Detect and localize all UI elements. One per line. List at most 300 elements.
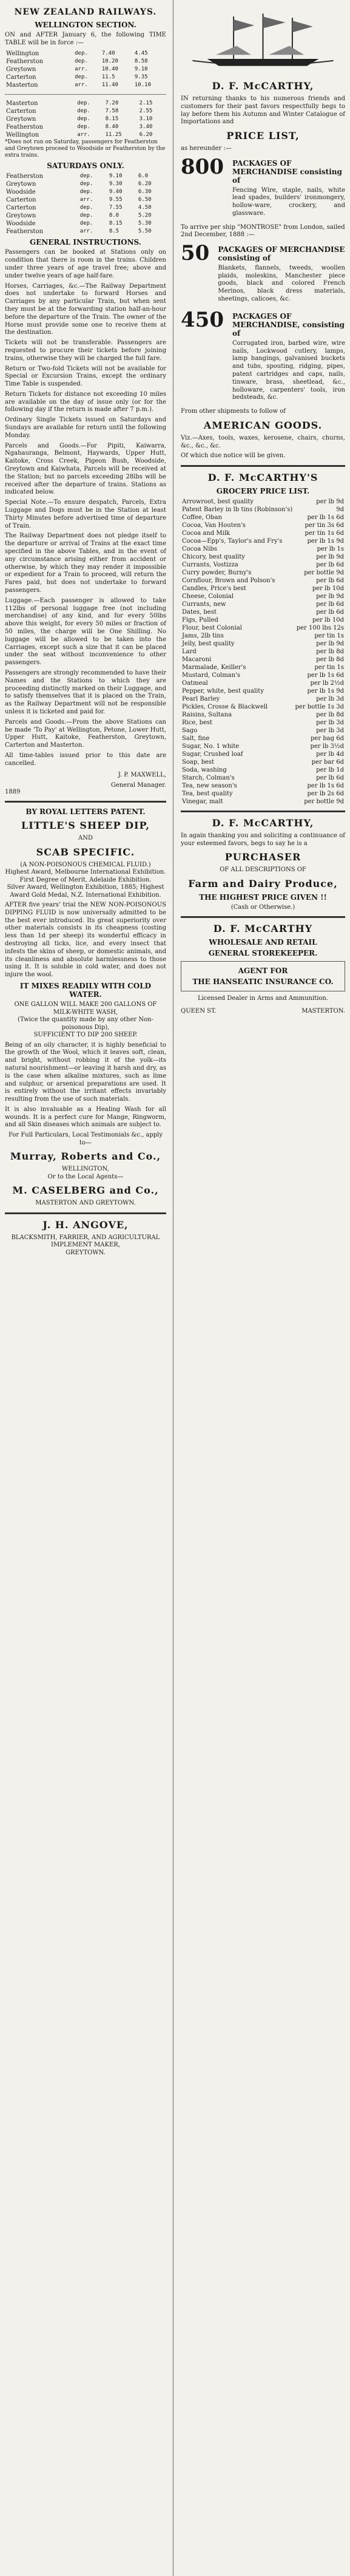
- price-row: [181, 593, 345, 600]
- general-paragraph: Parcels and Goods.—For Pipiti, Kaiwarra, Ngahauranga, Belmont, Haywards, Upper Hutt, Kaitoke, Cross Creek, Pigeon Bush, Woodside, Greytown and Kaiwhata, Parcels will be received at the Station; but no parcels exceeding 28lbs will be received after the departure of trains. Stations as indicated below.: [5, 442, 166, 496]
- price-row: [181, 553, 345, 561]
- grocery-top-rule: [181, 465, 345, 467]
- purchaser-text: In again thanking you and soliciting a continuance of your esteemed favors, begs to say he is a: [181, 832, 345, 847]
- saturday-dep: dep.: [79, 205, 93, 211]
- price-item: Salt, fine: [182, 735, 210, 742]
- as-under: as hereunder :—: [181, 145, 232, 152]
- price-value: per lb 6d: [316, 561, 344, 568]
- price-row: [181, 719, 345, 727]
- price-row: [181, 758, 345, 766]
- angove-name: J. H. ANGOVE,: [42, 1218, 129, 1231]
- timetable-note: *Does not run on Saturday, passengers for Featherston and Greytown proceed to Woodside or Featherston by the extra trains.: [5, 138, 166, 159]
- timetable-top-place: Masterton: [6, 81, 38, 89]
- saturday-pm: 4.50: [138, 205, 152, 211]
- timetable-mid-am: 7.20: [105, 100, 119, 106]
- timetable-top-am: 11.5: [101, 73, 115, 80]
- timetable-top-am: 10.20: [101, 58, 118, 64]
- price-item: Soda, washing: [182, 766, 227, 773]
- timetable-mid-am: 11.25: [105, 131, 122, 138]
- section-thick-rule-2: [5, 1212, 166, 1214]
- timetable-top-row: [5, 50, 166, 58]
- price-item: Lard: [182, 648, 197, 655]
- dip-and: AND: [78, 835, 93, 842]
- price-row: [181, 695, 345, 703]
- price-row: [181, 624, 345, 632]
- price-value: per lb 3d: [316, 719, 344, 726]
- price-item: Vinegar, malt: [182, 798, 223, 805]
- saturday-row: [5, 196, 166, 204]
- saturday-place: Woodside: [6, 189, 36, 196]
- ship-illustration: [181, 4, 345, 76]
- price-item: Macaroni: [182, 656, 212, 663]
- package-50: [181, 240, 345, 306]
- price-value: per lb 9d: [316, 553, 344, 560]
- saturday-row: [5, 172, 166, 180]
- price-item: Tea, new season's: [182, 782, 237, 789]
- general-paragraph: Horses, Carriages, &c.—The Railway Department does not undertake to forward Horses and Carriages by any particular Train, but when sent they must be at the forwarding station half-an-hour before the departure of the Train. The owner of the Horse must provide some one to receive them at the destination.: [5, 282, 166, 336]
- price-row: [181, 506, 345, 514]
- price-row: [181, 766, 345, 774]
- package-450-number: 450: [181, 307, 224, 332]
- price-item: Oatmeal: [182, 679, 208, 687]
- package-800-title: PACKAGES OF MERCHANDISE consisting of: [232, 158, 342, 185]
- price-value: per tin 1s: [314, 632, 344, 639]
- brand-intro: IN returning thanks to his numerous friends and customers for their past favors respectfully begs to lay before them his Autumn and Winter Catalogue of Importations and: [181, 95, 345, 126]
- price-row: [181, 529, 345, 537]
- price-item: Candles, Price's best: [182, 585, 246, 592]
- saturday-place: Carterton: [6, 197, 36, 204]
- saturday-row: [5, 180, 166, 188]
- price-item: Pepper, white, best quality: [182, 687, 264, 695]
- timetable-mid-pm: 3.10: [139, 115, 153, 122]
- price-row: [181, 632, 345, 640]
- saturday-dep: dep.: [79, 220, 93, 227]
- timetable-top-place: Featherston: [6, 58, 44, 65]
- saturday-am: 7.55: [109, 205, 123, 211]
- timetable-mid-row: [5, 100, 166, 107]
- package-450-title: PACKAGES OF MERCHANDISE, consisting of: [232, 311, 345, 338]
- timetable-mid-am: 8.40: [105, 123, 119, 130]
- brand-title: D. F. McCARTHY,: [212, 80, 314, 92]
- other-ships: From other shipments to follow of: [181, 408, 286, 415]
- price-item: Cocoa, Van Houten's: [182, 522, 246, 529]
- price-value: 9d: [336, 506, 344, 513]
- price-value: per lb 3½d: [310, 743, 344, 750]
- price-item: Coffee, Oban: [182, 514, 222, 521]
- saturday-dep: dep.: [79, 189, 93, 195]
- timetable-top-pm: 9.35: [134, 73, 148, 80]
- dip-desc: (A NON-POISONOUS CHEMICAL FLUID.): [20, 861, 151, 868]
- price-row: [181, 640, 345, 648]
- timetable-mid-row: [5, 131, 166, 139]
- saturday-am: 9.10: [109, 173, 123, 180]
- price-row: [181, 656, 345, 664]
- agent-company: THE HANSEATIC INSURANCE CO.: [192, 977, 334, 987]
- price-value: per 100 lbs 12s: [296, 624, 344, 631]
- particulars: For Full Particulars, Local Testimonials &c., apply to—: [8, 1132, 163, 1146]
- timetable-top-row: [5, 73, 166, 81]
- licensed-note: Licensed Dealer in Arms and Ammunition.: [197, 995, 329, 1002]
- store-sub: WHOLESALE AND RETAIL: [209, 938, 317, 947]
- saturday-row: [5, 204, 166, 212]
- saturday-place: Greytown: [6, 181, 36, 188]
- saturday-dep: dep.: [79, 212, 93, 219]
- timetable-mid-place: Carterton: [6, 107, 36, 115]
- price-value: per lb 10d: [312, 616, 344, 624]
- dip-awards: [5, 869, 166, 899]
- signature-title: General Manager.: [110, 781, 166, 789]
- timetable-top-dep: arr.: [75, 66, 88, 72]
- saturday-place: Featherston: [6, 173, 44, 180]
- timetable-top-am: 10.40: [101, 66, 118, 72]
- price-row: [181, 545, 345, 553]
- saturday-table: [5, 172, 166, 236]
- price-item: Cocoa—Epp's, Taylor's and Fry's: [182, 537, 283, 545]
- general-paragraph: Passengers are strongly recommended to have their Names and the Stations to which they are proceeding distinctly marked on their Luggage, and to satisfy themselves that it is placed on the Train, as the Railway Department will not be responsible unless it is ticketed and paid for.: [5, 669, 166, 715]
- price-value: per lb 4d: [316, 750, 344, 758]
- timetable-mid-dep: dep.: [77, 107, 90, 114]
- dip-paragraph: AFTER five years' trial the NEW NON-POISONOUS DIPPING FLUID is now universally admitted to be the best ever introduced. Its great superiority over other materials consists in its cheapness (costing less than 1d per sheep) its wonderful efficacy in destroying all ticks, lice, and every insect that infests the skins of sheep, or domestic animals, and its cleanliness and absolute harmlessness to those using it. It is soluble in cold water, and does not injure the wool.: [5, 902, 166, 979]
- price-value: per bottle 9d: [304, 569, 344, 576]
- saturday-row: [5, 212, 166, 220]
- timetable-mid-am: 8.15: [105, 115, 119, 122]
- package-800: [181, 154, 345, 220]
- railway-title: NEW ZEALAND RAILWAYS.: [14, 7, 157, 17]
- price-row: [181, 687, 345, 695]
- price-row: [181, 608, 345, 616]
- saturday-place: Featherston: [6, 228, 44, 236]
- price-row: [181, 514, 345, 522]
- timetable-mid-dep: dep.: [77, 123, 90, 130]
- price-row: [181, 569, 345, 577]
- year: 1889: [5, 788, 21, 795]
- timetable-top-am: 7.40: [101, 50, 115, 56]
- dip-more: Being of an oily character, it is highly beneficial to the growth of the Wool, which it leaves soft, clean, and bright, without robbing it of the yolk—its natural nourishment—or leaving it harsh and dry, as is the case when alkaline mixtures, such as lime and sulphur, or arsenical preparations are used. It is entirely without the irritant effects invariably resulting from the use of such materials.: [5, 1041, 166, 1103]
- price-value: per lb 10d: [312, 585, 344, 592]
- price-value: per lb 1s 9d: [307, 537, 344, 545]
- price-value: per lb 1s 6d: [307, 782, 344, 789]
- timetable-top-dep: arr.: [75, 81, 88, 88]
- price-item: Chicory, best quality: [182, 553, 245, 560]
- price-value: per lb 2s 6d: [307, 790, 344, 797]
- saturday-pm: 5.20: [138, 212, 152, 219]
- price-item: Sugar, No. 1 white: [182, 743, 240, 750]
- timetable-mid-dep: dep.: [77, 115, 90, 122]
- saturday-place: Greytown: [6, 212, 36, 220]
- timetable-mid: [5, 100, 166, 139]
- price-row: [181, 585, 345, 593]
- timetable-top-dep: dep.: [75, 73, 88, 80]
- section-thick-rule: [5, 801, 166, 803]
- price-row: [181, 735, 345, 743]
- price-item: Tea, best quality: [182, 790, 233, 797]
- price-value: per lb 2½d: [310, 679, 344, 687]
- footer-right: MASTERTON.: [301, 1007, 345, 1014]
- saturday-pm: 6.0: [138, 173, 149, 180]
- price-row: [181, 561, 345, 569]
- firm2: M. CASELBERG and Co.,: [12, 1184, 159, 1197]
- angove-desc: BLACKSMITH, FARRIER, AND AGRICULTURAL IMPLEMENT MAKER,: [11, 1234, 160, 1249]
- saturday-row: [5, 188, 166, 196]
- american-text: Viz.—Axes, tools, waxes, kerosene, chairs, churns, &c., &c., &c.: [181, 434, 345, 449]
- timetable-mid-row: [5, 123, 166, 131]
- price-row: [181, 522, 345, 529]
- price-item: Soap, best: [182, 758, 215, 766]
- package-800-number: 800: [181, 154, 224, 179]
- store-sub2: GENERAL STOREKEEPER.: [208, 949, 318, 958]
- price-row: [181, 616, 345, 624]
- price-value: per lb 6d: [316, 577, 344, 584]
- price-row: [181, 679, 345, 687]
- price-row: [181, 750, 345, 758]
- price-row: [181, 711, 345, 719]
- price-value: per lb 6d: [316, 600, 344, 608]
- timetable-mid-place: Featherston: [6, 123, 44, 131]
- general-instructions: [5, 249, 166, 767]
- timetable-top-am: 11.40: [101, 81, 118, 88]
- signature-name: J. P. MAXWELL,: [118, 771, 166, 778]
- price-row: [181, 798, 345, 806]
- price-row: [181, 648, 345, 656]
- price-item: Figs, Pulled: [182, 616, 218, 624]
- timetable-top-row: [5, 81, 166, 89]
- price-value: per lb 8d: [316, 711, 344, 718]
- purchaser-of: OF ALL DESCRIPTIONS OF: [220, 866, 306, 874]
- agent-box: [181, 961, 345, 991]
- timetable-divider: [5, 94, 166, 95]
- firm1: Murray, Roberts and Co.,: [10, 1150, 161, 1163]
- package-800-text: Fencing Wire, staple, nails, white lead spades, builders' ironmongery, hollow-ware, crockery, and glassware.: [232, 186, 345, 217]
- railway-intro: ON and AFTER January 6, the following TIME TABLE will be in force :—: [5, 32, 166, 46]
- price-item: Raisins, Sultana: [182, 711, 232, 718]
- mixes-lines: [5, 1001, 166, 1039]
- saturday-am: 9.55: [109, 197, 123, 203]
- general-paragraph: Return or Two-fold Tickets will not be available for Special or Excursion Trains, except the ordinary Time Table is suspended.: [5, 365, 166, 388]
- price-item: Rice, best: [182, 719, 213, 726]
- saturday-title: SATURDAYS ONLY.: [47, 161, 124, 171]
- price-row: [181, 577, 345, 585]
- timetable-top-place: Wellington: [6, 50, 39, 57]
- price-value: per lb 1s: [317, 545, 344, 552]
- price-value: per lb 1s 6d: [307, 671, 344, 679]
- dip-subtitle: SCAB SPECIFIC.: [36, 846, 135, 858]
- mixes-note: IT MIXES READILY WITH COLD WATER.: [19, 982, 152, 999]
- section-title: WELLINGTON SECTION.: [35, 21, 136, 29]
- purchaser-rule: [181, 811, 345, 812]
- price-row: [181, 703, 345, 711]
- timetable-top-pm: 8.58: [134, 58, 148, 64]
- timetable-top-pm: 4.45: [134, 50, 148, 56]
- price-item: Jelly, best quality: [182, 640, 235, 647]
- timetable-mid-row: [5, 107, 166, 115]
- price-item: Starch, Colman's: [182, 774, 235, 781]
- package-50-number: 50: [181, 240, 210, 265]
- price-value: per lb 3d: [316, 695, 344, 702]
- timetable-mid-place: Greytown: [6, 115, 36, 123]
- package-450: [181, 307, 345, 404]
- package-50-title: PACKAGES OF MERCHANDISE consisting of: [218, 245, 345, 262]
- timetable-top-place: Carterton: [6, 73, 36, 81]
- price-item: Currants, Vostizza: [182, 561, 238, 568]
- price-row: [181, 671, 345, 679]
- firm1-place: WELLINGTON,: [62, 1166, 109, 1173]
- purchaser-brand: D. F. McCARTHY,: [212, 817, 314, 829]
- grocery-title: D. F. McCARTHY'S: [207, 471, 318, 483]
- price-value: per tin 3s 6d: [305, 522, 344, 529]
- agent-title: AGENT FOR: [238, 967, 288, 976]
- dip-award: First Degree of Merit, Adelaide Exhibition.: [19, 876, 152, 883]
- price-item: Sago: [182, 727, 198, 734]
- ship-note: To arrive per ship "MONTROSE" from London, sailed 2nd December, 1888 :—: [181, 223, 345, 239]
- price-value: per lb 9d: [316, 498, 344, 505]
- timetable-top-pm: 10.10: [134, 81, 151, 88]
- price-row: [181, 774, 345, 782]
- price-item: Currants, new: [182, 600, 226, 608]
- timetable-mid-dep: arr.: [77, 131, 90, 138]
- price-value: per lb 1s 6d: [307, 514, 344, 521]
- general-paragraph: The Railway Department does not pledge itself to the departure or arrival of Trains at the exact time specified in the above Tables, and in the event of any circumstance arising either from accident or otherwise, by which they may render it impossible or expedient for a Train to proceed, will return the Fares paid, but does not undertake to forward passengers.: [5, 532, 166, 594]
- price-value: per lb 8d: [316, 648, 344, 655]
- saturday-dep: arr.: [79, 228, 93, 235]
- price-item: Mustard, Colman's: [182, 671, 240, 679]
- price-item: Dates, best: [182, 608, 217, 616]
- price-item: Pearl Barley: [182, 695, 220, 702]
- dip-award: Silver Award, Wellington Exhibition, 1885; Highest Award Gold Medal, N.Z. International Exhibition.: [7, 884, 164, 899]
- saturday-pm: 6.50: [138, 197, 152, 203]
- saturday-row: [5, 220, 166, 228]
- general-paragraph: Ordinary Single Tickets issued on Saturdays and Sundays are available for return until the following Monday.: [5, 416, 166, 439]
- price-item: Cornflour, Brown and Polson's: [182, 577, 275, 584]
- price-value: per lb 3d: [316, 727, 344, 734]
- saturday-am: 9.40: [109, 189, 123, 195]
- price-value: per lb 9d: [316, 640, 344, 647]
- timetable-mid-place: Wellington: [6, 131, 39, 138]
- general-paragraph: All time-tables issued prior to this date are cancelled.: [5, 752, 166, 767]
- price-item: Sugar, Crushed loaf: [182, 750, 243, 758]
- footer-row: [181, 1008, 345, 1016]
- price-row: [181, 782, 345, 790]
- price-item: Arrowroot, best quality: [182, 498, 254, 505]
- saturday-pm: 5.50: [138, 228, 152, 235]
- price-value: per lb 9d: [316, 593, 344, 600]
- saturday-pm: 6.30: [138, 189, 152, 195]
- timetable-top-pm: 9.10: [134, 66, 148, 72]
- timetable-mid-am: 7.58: [105, 107, 119, 114]
- timetable-top: [5, 50, 166, 89]
- store-rule: [181, 916, 345, 918]
- firm2-place: MASTERTON AND GREYTOWN.: [35, 1200, 136, 1207]
- general-paragraph: Parcels and Goods.—From the above Stations can be made 'To Pay' at Wellington, Petone, Lower Hutt, Upper Hutt, Kaitoke, Featherston, Greytown, Carterton and Masterton.: [5, 718, 166, 749]
- right-column: [176, 0, 350, 2576]
- general-paragraph: Tickets will not be transferable. Passengers are requested to procure their tickets before joining trains, otherwise they will be charged the full fare.: [5, 339, 166, 362]
- price-value: per tin 1s 6d: [305, 529, 344, 537]
- price-value: per lb 6d: [316, 608, 344, 616]
- price-value: per lb 8d: [316, 656, 344, 663]
- price-row: [181, 743, 345, 750]
- price-table: [181, 498, 345, 806]
- saturday-dep: dep.: [79, 181, 93, 188]
- timetable-mid-dep: dep.: [77, 100, 90, 106]
- angove-place: GREYTOWN.: [66, 1249, 106, 1256]
- timetable-top-dep: dep.: [75, 50, 88, 56]
- prices-intro: Of which due notice will be given.: [181, 452, 286, 460]
- footer-left: QUEEN ST.: [181, 1007, 217, 1014]
- price-item: Jams, 2lb tins: [182, 632, 224, 639]
- saturday-place: Carterton: [6, 205, 36, 212]
- price-item: Curry powder, Burny's: [182, 569, 252, 576]
- price-row: [181, 498, 345, 506]
- price-row: [181, 537, 345, 545]
- price-item: Pickles, Crosse & Blackwell: [182, 703, 268, 710]
- price-item: Cheese, Colonial: [182, 593, 234, 600]
- price-value: per tin 1s: [314, 664, 344, 671]
- timetable-mid-pm: 2.15: [139, 100, 153, 106]
- timetable-top-dep: dep.: [75, 58, 88, 64]
- package-450-text: Corrugated iron, barbed wire, wire nails, Lockwood cutlery, lamps, lamp hangings, galvanised buckets and tubs, spouting, ridging, pipes, patent cartridges and caps, nails, tinware, brass, sheetlead, &c., holloware, carpenters' tools, iron bedsteads, &c.: [232, 339, 345, 401]
- saturday-am: 9.30: [109, 181, 123, 188]
- mixes-line: SUFFICIENT TO DIP 200 SHEEP.: [33, 1031, 138, 1039]
- price-list-title: PRICE LIST,: [226, 130, 300, 142]
- dip-award: Highest Award, Melbourne International Exhibition.: [5, 869, 166, 876]
- timetable-top-row: [5, 66, 166, 73]
- saturday-row: [5, 228, 166, 236]
- price-value: per lb 1d: [316, 766, 344, 773]
- timetable-mid-pm: 6.20: [139, 131, 153, 138]
- saturday-am: 8.5: [109, 228, 119, 235]
- price-row: [181, 600, 345, 608]
- highest-price: THE HIGHEST PRICE GIVEN !!: [199, 892, 327, 902]
- general-paragraph: Special Note.—To ensure despatch, Parcels, Extra Luggage and Dogs must be in the Station at least Thirty Minutes before advertised time of departure of Train.: [5, 499, 166, 529]
- grocery-sub: GROCERY PRICE LIST.: [216, 486, 310, 495]
- price-item: Cocoa Nibs: [182, 545, 217, 552]
- firm1-or: Or to the Local Agents—: [47, 1173, 124, 1180]
- farm-produce: Farm and Dairy Produce,: [188, 877, 338, 889]
- price-value: per bag 6d: [311, 735, 344, 742]
- price-row: [181, 727, 345, 735]
- american-goods: AMERICAN GOODS.: [203, 419, 323, 431]
- saturday-am: 8.15: [109, 220, 123, 227]
- package-50-text: Blankets, flannels, tweeds, woollen plaids, moleskins, Manchester piece goods, black and colored French Merinos, black dress materials, sheetings, calicoes, &c.: [218, 264, 345, 303]
- left-column: [0, 0, 171, 2576]
- price-item: Flour, best Colonial: [182, 624, 242, 631]
- saturday-pm: 6.20: [138, 181, 152, 188]
- timetable-top-place: Greytown: [6, 66, 36, 73]
- mixes-line: ONE GALLON WILL MAKE 200 GALLONS OF MILK-WHITE WASH,: [14, 1001, 157, 1016]
- dip-healing: It is also invaluable as a Healing Wash for all wounds. It is a perfect cure for Mange, Ringworm, and all Skin diseases which animals are subject to.: [5, 1106, 166, 1129]
- royal-patent: BY ROYAL LETTERS PATENT.: [25, 807, 146, 817]
- general-paragraph: Luggage.—Each passenger is allowed to take 112lbs of personal luggage free (not including merchandise) of any kind, and for every 50lbs above this weight, for every 50 miles or fraction of 50 miles, the charge will be One Shilling. No luggage will be allowed to be taken into the Carriages, except such a size that it can be placed under the seat without inconvenience to other passengers.: [5, 597, 166, 667]
- price-item: Patent Barley in lb tins (Robinson's): [182, 506, 293, 513]
- price-value: per bottle 9d: [304, 798, 344, 805]
- dip-title: LITTLE'S SHEEP DIP,: [21, 820, 150, 832]
- general-paragraph: Passengers can be booked at Stations only on condition that there is room in the trains. Children under three years of age travel free; above and under twelve years of age half-fare.: [5, 249, 166, 279]
- price-value: per lb 1s 9d: [307, 687, 344, 695]
- saturday-am: 8.0: [109, 212, 119, 219]
- price-item: Marmalade, Keiller's: [182, 664, 246, 671]
- saturday-place: Woodside: [6, 220, 36, 228]
- saturday-dep: arr.: [79, 197, 93, 203]
- price-value: per bar 6d: [311, 758, 344, 766]
- timetable-mid-pm: 2.55: [139, 107, 153, 114]
- price-row: [181, 790, 345, 798]
- general-paragraph: Return Tickets for distance not exceeding 10 miles are available on the day of issue only (or for the following day if the return is made after 7 p.m.).: [5, 390, 166, 413]
- timetable-top-row: [5, 58, 166, 66]
- price-row: [181, 664, 345, 671]
- timetable-mid-pm: 3.40: [139, 123, 153, 130]
- mixes-line: (Twice the quantity made by any other Non-poisonous Dip),: [18, 1016, 153, 1031]
- timetable-mid-row: [5, 115, 166, 123]
- price-value: per lb 6d: [316, 774, 344, 781]
